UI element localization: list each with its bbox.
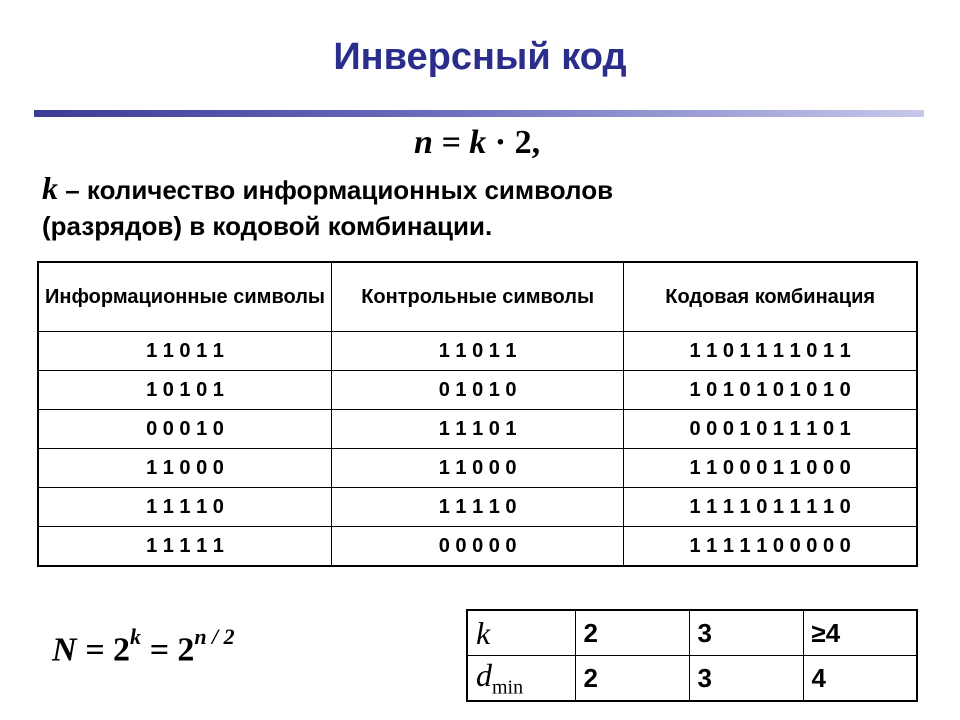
- cell-control: 1 1 1 1 0: [331, 488, 623, 527]
- label-min: min: [492, 676, 524, 699]
- table-row: [38, 371, 917, 410]
- cell-info: 1 1 1 1 1: [38, 527, 331, 567]
- inverse-code-table: [37, 261, 918, 567]
- slide-title: Инверсный код: [333, 36, 627, 78]
- dmin-table: [466, 609, 918, 702]
- table-row: [38, 449, 917, 488]
- cell-info: 1 1 1 1 0: [38, 488, 331, 527]
- label-d: d: [476, 656, 492, 693]
- title-divider: [34, 110, 924, 117]
- cell-k-value: 3: [689, 610, 803, 656]
- header-control-symbols: Контрольные символы: [331, 262, 623, 332]
- formula-exp1: k: [129, 624, 141, 649]
- cell-k-value: 2: [575, 610, 689, 656]
- formula-N-equals-2-pow-k: $N = 2^k = 2^{n / 2}$: [52, 624, 235, 669]
- cell-info: 1 1 0 1 1: [38, 332, 331, 371]
- cell-control: 1 1 1 0 1: [331, 410, 623, 449]
- cell-control: 1 1 0 0 0: [331, 449, 623, 488]
- cell-info: 0 0 0 1 0: [38, 410, 331, 449]
- cell-k-value: ≥4: [803, 610, 917, 656]
- formula-two: 2,: [514, 124, 541, 161]
- cell-info: 1 0 1 0 1: [38, 371, 331, 410]
- formula-exp2: n / 2: [194, 624, 235, 649]
- dmin-table-row-d: [467, 656, 917, 702]
- table-row: [38, 527, 917, 567]
- cell-d-value: 4: [803, 656, 917, 702]
- cell-combination: 1 1 0 0 0 1 1 0 0 0: [624, 449, 917, 488]
- table-header-row: [38, 262, 917, 332]
- description: [42, 170, 922, 244]
- formula-base1: 2: [112, 631, 130, 669]
- cell-d-value: 3: [689, 656, 803, 702]
- cell-combination: 1 1 1 1 1 0 0 0 0 0: [624, 527, 917, 567]
- description-line2: (разрядов) в кодовой комбинации.: [42, 211, 493, 241]
- formula-n-equals-k-times-2: n = k · 2,: [414, 124, 541, 161]
- table-row: [38, 488, 917, 527]
- cell-control: 0 1 0 1 0: [331, 371, 623, 410]
- cell-combination: 0 0 0 1 0 1 1 1 0 1: [624, 410, 917, 449]
- cell-combination: 1 1 1 1 0 1 1 1 1 0: [624, 488, 917, 527]
- cell-combination: 1 0 1 0 1 0 1 0 1 0: [624, 371, 917, 410]
- table-row: [38, 332, 917, 371]
- dmin-table-row-k: [467, 610, 917, 656]
- description-var-k: k: [42, 170, 58, 206]
- cell-d-value: 2: [575, 656, 689, 702]
- cell-control: 0 0 0 0 0: [331, 527, 623, 567]
- label-dmin: [467, 656, 575, 702]
- header-info-symbols: Информационные символы: [38, 262, 331, 332]
- formula-k: k: [469, 124, 487, 161]
- formula-n: n: [414, 124, 433, 161]
- description-line1: – количество информационных символов: [58, 175, 614, 205]
- table-row: [38, 410, 917, 449]
- cell-control: 1 1 0 1 1: [331, 332, 623, 371]
- formula-base2: 2: [177, 631, 195, 669]
- cell-combination: 1 1 0 1 1 1 1 0 1 1: [624, 332, 917, 371]
- formula-N: N: [52, 631, 77, 669]
- cell-info: 1 1 0 0 0: [38, 449, 331, 488]
- label-k: k: [467, 610, 575, 656]
- header-code-combination: Кодовая комбинация: [624, 262, 917, 332]
